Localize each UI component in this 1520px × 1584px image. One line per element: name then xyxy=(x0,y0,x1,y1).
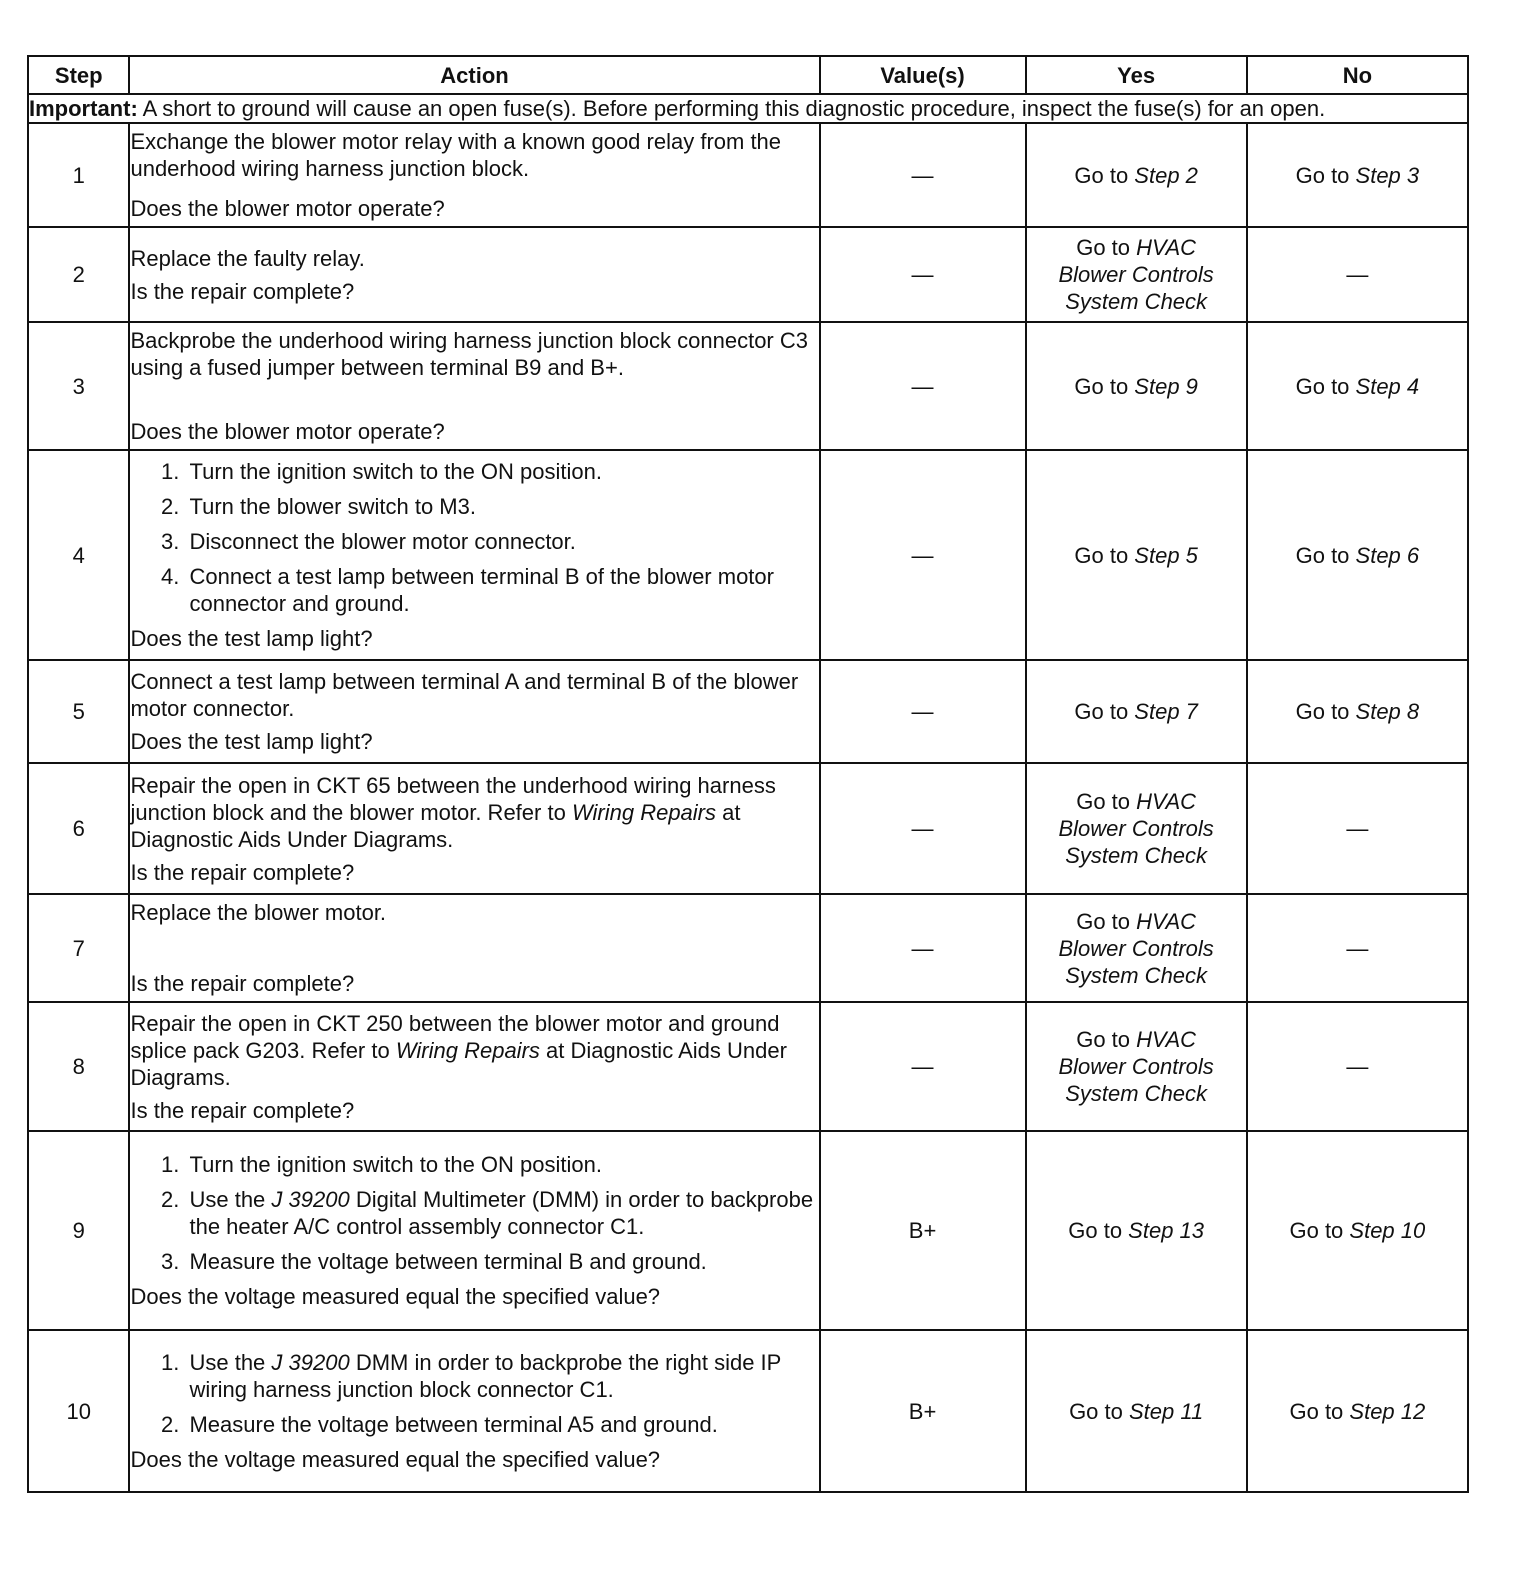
action-cell xyxy=(129,1330,819,1492)
value-cell: — xyxy=(820,660,1026,763)
table-row xyxy=(28,123,1468,227)
wiring-repairs-link[interactable]: Wiring Repairs xyxy=(395,1037,540,1063)
header-yes: Yes xyxy=(1026,56,1247,94)
step-number: 2 xyxy=(28,227,129,322)
action-text-part: at Diagnostic Aids Under Diagrams. xyxy=(130,1037,787,1090)
list-item-text: Use the xyxy=(189,1187,272,1212)
diagnostic-table-wrapper xyxy=(27,55,1469,1493)
important-row xyxy=(28,94,1468,123)
yes-cell xyxy=(1026,322,1247,450)
yes-step-link[interactable]: Step 9 xyxy=(1134,373,1198,399)
action-cell xyxy=(129,227,819,322)
step-number: 8 xyxy=(28,1002,129,1131)
table-row xyxy=(28,1002,1468,1131)
value-cell: B+ xyxy=(820,1330,1026,1492)
value-cell: — xyxy=(820,227,1026,322)
hvac-link[interactable]: HVAC xyxy=(1136,235,1197,260)
goto-label: Go to xyxy=(1069,1398,1129,1424)
list-item: 2. Measure the voltage between terminal A5 and ground. xyxy=(185,1411,818,1438)
action-text: Replace the faulty relay. xyxy=(130,245,365,271)
hvac-link-line2[interactable]: Blower Controls xyxy=(1058,816,1214,841)
action-text xyxy=(130,1010,818,1091)
action-list xyxy=(130,1349,818,1438)
table-row xyxy=(28,227,1468,322)
yes-cell xyxy=(1026,1002,1247,1131)
value-cell: — xyxy=(820,1002,1026,1131)
no-cell: — xyxy=(1247,763,1468,894)
value-cell: — xyxy=(820,123,1026,227)
no-cell: — xyxy=(1247,894,1468,1002)
action-question: Does the voltage measured equal the specified value? xyxy=(130,1284,661,1309)
goto-label: Go to xyxy=(1295,542,1356,568)
list-item xyxy=(185,1349,818,1403)
hvac-link-line2[interactable]: Blower Controls xyxy=(1058,262,1214,287)
action-question: Is the repair complete? xyxy=(130,1097,355,1123)
table-row xyxy=(28,1131,1468,1330)
goto-label: Go to xyxy=(1076,235,1137,260)
yes-cell xyxy=(1026,450,1247,660)
yes-step-link[interactable]: Step 11 xyxy=(1128,1398,1204,1424)
goto-label: Go to xyxy=(1289,1218,1350,1243)
action-question: Does the blower motor operate? xyxy=(130,419,445,444)
no-step-link[interactable]: Step 12 xyxy=(1349,1398,1426,1424)
action-text: Replace the blower motor. xyxy=(130,900,387,925)
step-number: 4 xyxy=(28,450,129,660)
step-number: 7 xyxy=(28,894,129,1002)
hvac-link-line3[interactable]: System Check xyxy=(1065,289,1208,314)
action-question: Is the repair complete? xyxy=(130,859,355,885)
no-cell xyxy=(1247,322,1468,450)
action-question: Is the repair complete? xyxy=(130,971,355,996)
value-cell: B+ xyxy=(820,1131,1026,1330)
step-number: 5 xyxy=(28,660,129,763)
goto-label: Go to xyxy=(1074,699,1135,724)
action-text-part: Repair the open in CKT 250 between the blower motor and ground splice pack G203. Refer to xyxy=(130,1010,780,1063)
table-row xyxy=(28,894,1468,1002)
important-label: Important: xyxy=(29,96,138,121)
step-number: 6 xyxy=(28,763,129,894)
step-number: 10 xyxy=(28,1330,129,1492)
value-cell: — xyxy=(820,894,1026,1002)
hvac-link-line3[interactable]: System Check xyxy=(1065,1081,1208,1106)
action-list xyxy=(130,1151,818,1275)
tool-ref: J 39200 xyxy=(271,1187,350,1212)
hvac-link[interactable]: HVAC xyxy=(1136,908,1197,934)
action-cell xyxy=(129,123,819,227)
goto-label: Go to xyxy=(1076,908,1137,934)
action-question: Does the test lamp light? xyxy=(130,626,373,651)
yes-cell xyxy=(1026,227,1247,322)
list-item-text: DMM in order to backprobe the right side IP wiring harness junction block connector C1. xyxy=(189,1350,781,1402)
no-step-link[interactable]: Step 10 xyxy=(1349,1218,1426,1243)
no-step-link[interactable]: Step 8 xyxy=(1355,699,1420,724)
header-step: Step xyxy=(28,56,129,94)
hvac-link-line3[interactable]: System Check xyxy=(1065,843,1208,868)
list-item: 1. Turn the ignition switch to the ON position. xyxy=(185,458,818,485)
step-number: 3 xyxy=(28,322,129,450)
header-no: No xyxy=(1247,56,1468,94)
action-cell xyxy=(129,1131,819,1330)
diagnostic-table xyxy=(27,55,1469,1493)
list-item-text: Digital Multimeter (DMM) in order to backprobe the heater A/C control assembly connector C1. xyxy=(189,1187,814,1239)
yes-cell xyxy=(1026,894,1247,1002)
yes-cell xyxy=(1026,123,1247,227)
no-step-link[interactable]: Step 3 xyxy=(1355,162,1420,188)
action-cell xyxy=(129,450,819,660)
action-question: Does the test lamp light? xyxy=(130,729,373,754)
table-row xyxy=(28,322,1468,450)
yes-step-link[interactable]: Step 7 xyxy=(1134,699,1198,724)
no-cell: — xyxy=(1247,227,1468,322)
yes-step-link[interactable]: Step 13 xyxy=(1128,1218,1205,1243)
important-text: A short to ground will cause an open fuse(s). Before performing this diagnostic procedure, inspect the fuse(s) for an open. xyxy=(137,96,1326,121)
yes-cell xyxy=(1026,660,1247,763)
no-cell xyxy=(1247,1330,1468,1492)
yes-cell xyxy=(1026,1330,1247,1492)
list-item: 2. Turn the blower switch to M3. xyxy=(185,493,818,520)
action-text-part: at Diagnostic Aids Under Diagrams. xyxy=(130,799,741,852)
step-number: 1 xyxy=(28,123,129,227)
goto-label: Go to xyxy=(1295,699,1356,724)
yes-cell xyxy=(1026,1131,1247,1330)
goto-label: Go to xyxy=(1076,789,1137,814)
list-item: 1. Turn the ignition switch to the ON position. xyxy=(185,1151,818,1178)
list-item-text: Use the xyxy=(189,1350,272,1375)
yes-step-link[interactable]: Step 2 xyxy=(1134,162,1198,188)
goto-label: Go to xyxy=(1074,162,1135,188)
action-cell xyxy=(129,763,819,894)
action-list xyxy=(130,458,818,617)
goto-label: Go to xyxy=(1289,1398,1350,1424)
goto-label: Go to xyxy=(1074,542,1135,568)
table-row xyxy=(28,450,1468,660)
list-item: 3. Disconnect the blower motor connector. xyxy=(185,528,818,555)
action-cell xyxy=(129,660,819,763)
value-cell: — xyxy=(820,763,1026,894)
action-text: Exchange the blower motor relay with a known good relay from the underhood wiring harness junction block. xyxy=(130,129,782,181)
wiring-repairs-link[interactable]: Wiring Repairs xyxy=(571,799,717,825)
tool-ref: J 39200 xyxy=(271,1350,350,1375)
table-row xyxy=(28,660,1468,763)
value-cell: — xyxy=(820,322,1026,450)
goto-label: Go to xyxy=(1295,162,1356,188)
hvac-link[interactable]: HVAC xyxy=(1136,1027,1197,1052)
no-cell: — xyxy=(1247,1002,1468,1131)
list-item xyxy=(185,1186,818,1240)
value-cell: — xyxy=(820,450,1026,660)
action-text: Backprobe the underhood wiring harness junction block connector C3 using a fused jumper between terminal B9 and B+. xyxy=(130,328,808,380)
no-cell xyxy=(1247,123,1468,227)
no-cell xyxy=(1247,660,1468,763)
action-text xyxy=(130,772,818,853)
hvac-link-line2[interactable]: Blower Controls xyxy=(1058,935,1214,961)
action-cell xyxy=(129,894,819,1002)
hvac-link-line3[interactable]: System Check xyxy=(1065,962,1208,988)
action-question: Is the repair complete? xyxy=(130,278,355,304)
important-note xyxy=(28,94,1468,123)
goto-label: Go to xyxy=(1295,373,1356,399)
list-item: 4. Connect a test lamp between terminal B of the blower motor connector and ground. xyxy=(185,563,818,617)
no-cell xyxy=(1247,450,1468,660)
no-cell xyxy=(1247,1131,1468,1330)
table-row xyxy=(28,763,1468,894)
no-step-link[interactable]: Step 6 xyxy=(1355,542,1420,568)
action-question: Does the voltage measured equal the specified value? xyxy=(130,1447,661,1472)
header-action: Action xyxy=(129,56,819,94)
yes-step-link[interactable]: Step 5 xyxy=(1134,542,1198,568)
header-values: Value(s) xyxy=(820,56,1026,94)
no-step-link[interactable]: Step 4 xyxy=(1355,373,1420,399)
action-text-part: Repair the open in CKT 65 between the underhood wiring harness junction block and the blower motor. Refer to xyxy=(130,772,776,825)
action-cell xyxy=(129,322,819,450)
list-item: 3. Measure the voltage between terminal B and ground. xyxy=(185,1248,818,1275)
header-row xyxy=(28,56,1468,94)
step-number: 9 xyxy=(28,1131,129,1330)
yes-cell xyxy=(1026,763,1247,894)
action-question: Does the blower motor operate? xyxy=(130,196,445,221)
action-text: Connect a test lamp between terminal A and terminal B of the blower motor connector. xyxy=(130,669,799,721)
table-row xyxy=(28,1330,1468,1492)
hvac-link[interactable]: HVAC xyxy=(1136,789,1197,814)
action-cell xyxy=(129,1002,819,1131)
goto-label: Go to xyxy=(1076,1027,1137,1052)
hvac-link-line2[interactable]: Blower Controls xyxy=(1058,1054,1214,1079)
goto-label: Go to xyxy=(1074,373,1135,399)
goto-label: Go to xyxy=(1068,1218,1129,1243)
